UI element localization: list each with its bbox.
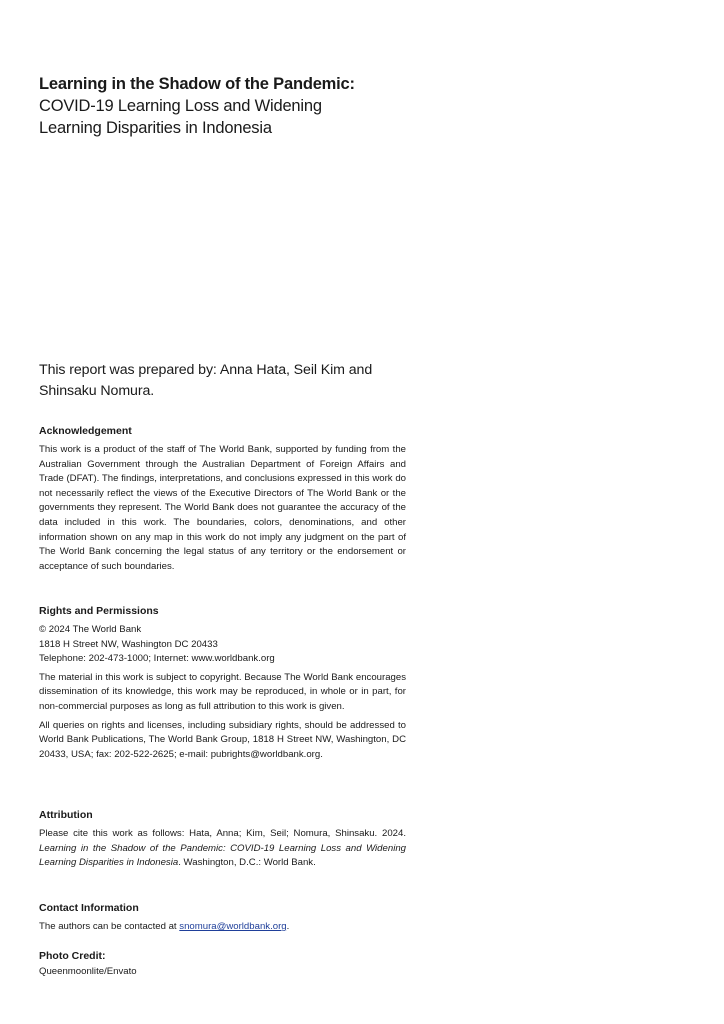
report-title	[39, 73, 459, 139]
acknowledgement-heading: Acknowledgement	[39, 425, 132, 437]
rights-address: 1818 H Street NW, Washington DC 20433	[39, 638, 218, 650]
title-line-1: Learning in the Shadow of the Pandemic:	[39, 75, 355, 93]
photo-credit-text: Queenmoonlite/Envato	[39, 966, 137, 977]
title-line-3: Learning Disparities in Indonesia	[39, 119, 272, 137]
attribution-heading: Attribution	[39, 809, 93, 821]
contact-heading: Contact Information	[39, 902, 139, 914]
photo-credit-section	[39, 949, 406, 980]
attribution-title: Learning in the Shadow of the Pandemic: COVID-19 Learning Loss and Widening Learning Disparities in Indonesia	[39, 842, 406, 869]
rights-copyright: © 2024 The World Bank	[39, 624, 142, 635]
rights-paragraph-1: The material in this work is subject to copyright. Because The World Bank encourages dissemination of its knowledge, this work may be reproduced, in whole or in part, for non-commercial purposes as long as full attribution to this work is given.	[39, 671, 406, 712]
contact-intro: The authors can be contacted at	[39, 921, 180, 932]
acknowledgement-section	[39, 424, 406, 574]
attribution-intro: Please cite this work as follows: Hata, Anna; Kim, Seil; Nomura, Shinsaku. 2024.	[39, 828, 406, 839]
rights-contact: Telephone: 202-473-1000; Internet: www.worldbank.org	[39, 653, 275, 665]
attribution-text	[39, 827, 406, 871]
contact-email-link[interactable]: snomura@worldbank.org	[179, 921, 287, 932]
photo-credit-heading: Photo Credit:	[39, 950, 106, 962]
acknowledgement-text: This work is a product of the staff of The World Bank, supported by funding from the Australian Government through the Australian Department of Foreign Affairs and Trade (DFAT). The findings, interpretations, and conclusions expressed in this work do not necessarily reflect the views of the Executive Directors of The World Bank or the governments they represent. The World Bank does not guarantee the accuracy of the data included in this work. The boundaries, colors, denominations, and other information shown on any map in this work do not imply any judgment on the part of The World Bank concerning the legal status of any territory or the endorsement or acceptance of such boundaries.	[39, 444, 406, 572]
rights-paragraph-2: All queries on rights and licenses, including subsidiary rights, should be addressed to World Bank Publications, The World Bank Group, 1818 H Street NW, Washington, DC 20433, USA; fax: 202-522-2625; e-mail: pubrights@worldbank.org.	[39, 719, 406, 760]
title-line-2: COVID-19 Learning Loss and Widening	[39, 97, 322, 115]
contact-section	[39, 901, 406, 935]
contact-end: .	[286, 921, 290, 932]
attribution-tail: . Washington, D.C.: World Bank.	[178, 857, 316, 869]
contact-text	[39, 920, 406, 935]
prepared-by: This report was prepared by: Anna Hata, Seil Kim and Shinsaku Nomura.	[39, 362, 373, 399]
rights-section	[39, 604, 406, 762]
attribution-section	[39, 808, 406, 871]
rights-heading: Rights and Permissions	[39, 605, 159, 617]
